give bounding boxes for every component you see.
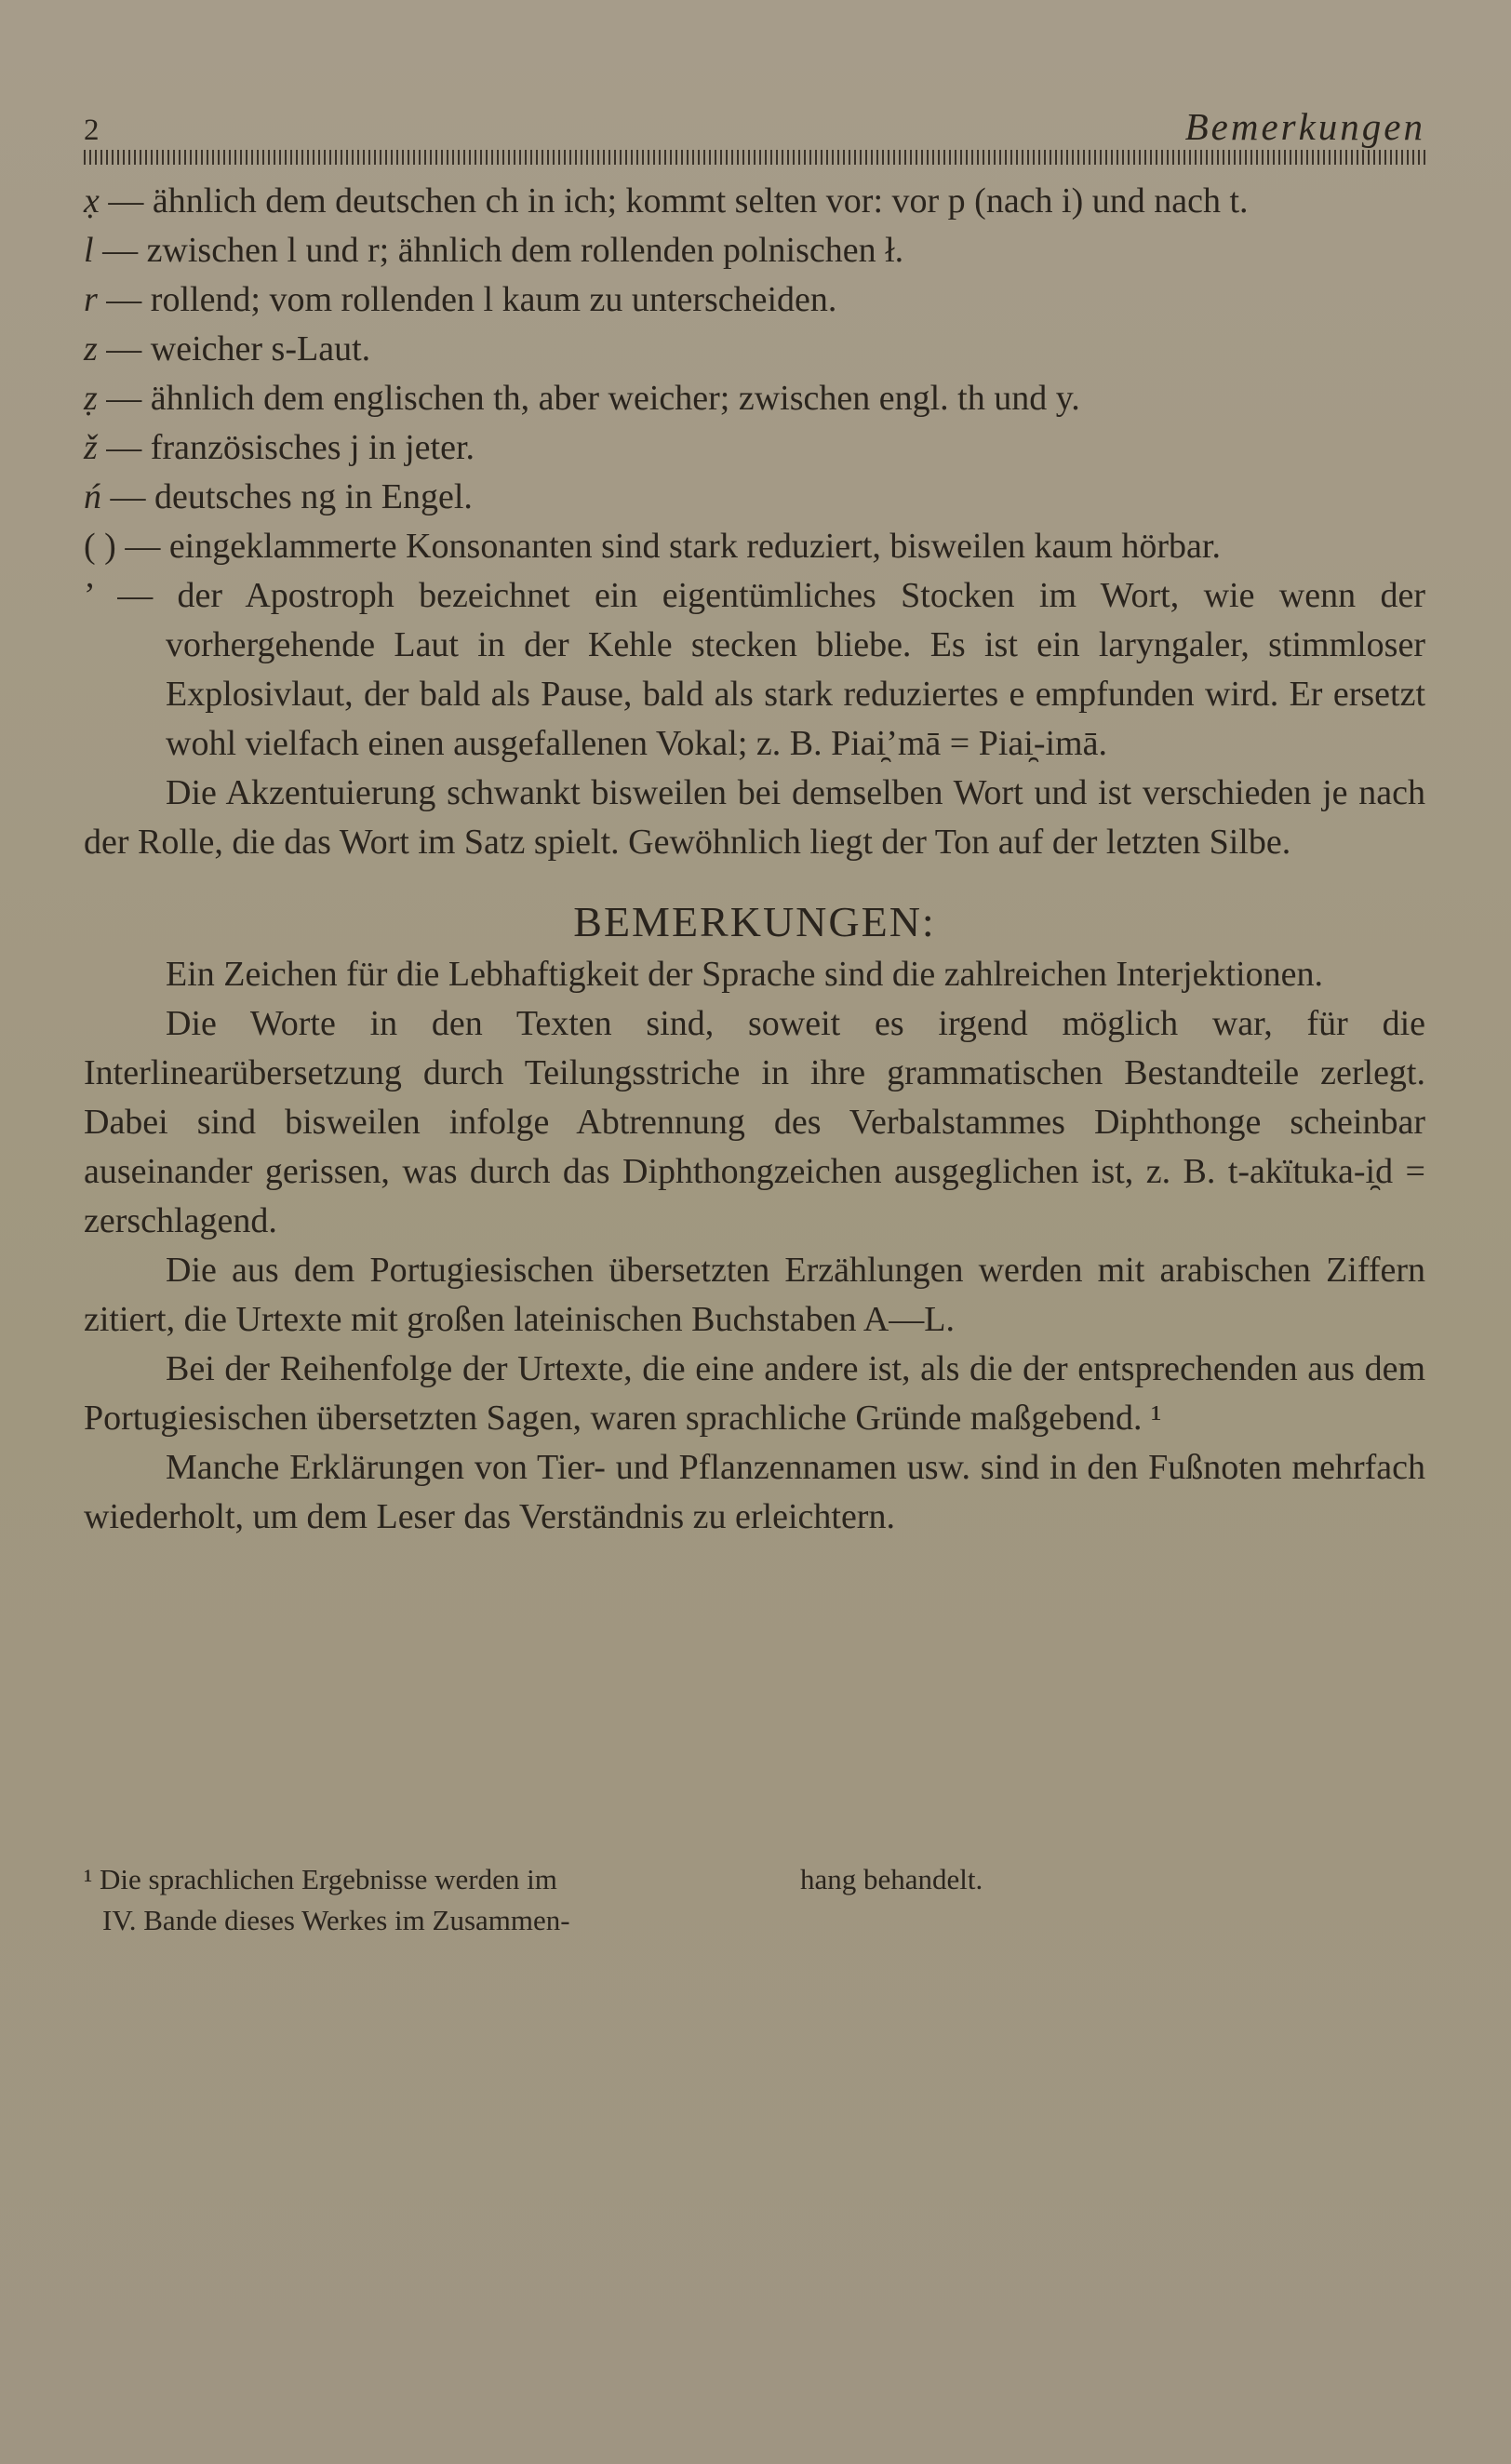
- entry-text: — ähnlich dem englischen th, aber weicher; zwischen engl. th und y.: [106, 379, 1080, 418]
- section-paragraph: Bei der Reihenfolge der Urtexte, die eine andere ist, als die der entsprechenden aus dem Portugiesischen übersetzten Sagen, waren sprachliche Gründe maßgebend. ¹: [84, 1349, 1425, 1438]
- entry-l: [84, 226, 1425, 275]
- entry-text: — weicher s-Laut.: [106, 329, 371, 368]
- entry-apostrophe: [84, 571, 1425, 769]
- entry-symbol: ( ): [84, 527, 116, 566]
- footnote-line: ¹ Die sprachlichen Ergebnisse werden im: [84, 1863, 557, 1895]
- entry-symbol: ’: [84, 576, 93, 615]
- entry-x: [84, 177, 1425, 226]
- entry-text: — rollend; vom rollenden l kaum zu unterscheiden.: [106, 280, 837, 319]
- section-paragraph: Manche Erklärungen von Tier- und Pflanzennamen usw. sind in den Fußnoten mehrfach wiederholt, um dem Leser das Verständnis zu erleichtern.: [84, 1448, 1425, 1536]
- page-content: [84, 177, 1425, 1542]
- entry-symbol: ž: [84, 428, 98, 467]
- section-paragraph: Die aus dem Portugiesischen übersetzten Erzählungen werden mit arabischen Ziffern zitiert, die Urtexte mit großen lateinischen Buchstaben A—L.: [84, 1251, 1425, 1339]
- header-rule: [84, 150, 1425, 165]
- entry-r: [84, 275, 1425, 325]
- page-number: 2: [84, 114, 100, 147]
- entry-text: — eingeklammerte Konsonanten sind stark reduziert, bisweilen kaum hörbar.: [125, 527, 1221, 566]
- entry-symbol: z: [84, 329, 98, 368]
- entry-n-acute: [84, 473, 1425, 522]
- footnote-line: hang behandelt.: [800, 1863, 983, 1895]
- entry-text: — der Apostroph bezeichnet ein eigentümliches Stocken im Wort, wie wenn der vorhergehende Laut in der Kehle stecken bliebe. Es ist ein laryngaler, stimmloser Explosivlaut, der bald als Pause, bald als stark reduziertes e empfunden wird. Er ersetzt wohl vielfach einen ausgefallenen Vokal; z. B. Piai̯’mā = Piai̯-imā.: [117, 576, 1425, 763]
- entry-z: [84, 325, 1425, 374]
- section-title: BEMERKUNGEN:: [573, 898, 936, 945]
- running-head: Bemerkungen: [1184, 105, 1425, 148]
- page-header: [84, 104, 1425, 151]
- entry-z-caron: [84, 423, 1425, 473]
- footnote-line: IV. Bande dieses Werkes im Zusammen-: [102, 1904, 570, 1936]
- section-paragraph: Ein Zeichen für die Lebhaftigkeit der Sprache sind die zahlreichen Interjektionen.: [166, 955, 1323, 994]
- section-paragraph: Die Worte in den Texten sind, soweit es irgend möglich war, für die Interlinearübersetzung durch Teilungsstriche in ihre grammatischen Bestandteile zerlegt. Dabei sind bisweilen infolge Abtrennung des Verbalstammes Diphthonge scheinbar auseinander gerissen, was durch das Diphthongzeichen ausgeglichen ist, z. B. t-akïtuka-i̯d = zerschlagend.: [84, 1004, 1425, 1240]
- entry-text: — deutsches ng in Engel.: [110, 477, 473, 516]
- entry-symbol: x̣: [84, 181, 100, 221]
- entry-symbol: r: [84, 280, 98, 319]
- entry-z-dot: [84, 374, 1425, 423]
- section-body: [84, 950, 1425, 1542]
- footnote-column-left: [84, 1859, 791, 1941]
- entry-symbol: l: [84, 231, 94, 270]
- entry-parentheses: [84, 522, 1425, 571]
- entry-symbol: ń: [84, 477, 101, 516]
- entry-symbol: ẓ: [84, 379, 98, 418]
- entry-text: — zwischen l und r; ähnlich dem rollenden polnischen ł.: [102, 231, 904, 270]
- entry-text: — ähnlich dem deutschen ch in ich; kommt selten vor: vor p (nach i) und nach t.: [108, 181, 1249, 221]
- entry-text: — französisches j in jeter.: [106, 428, 475, 467]
- accent-paragraph: Die Akzentuierung schwankt bisweilen bei demselben Wort und ist verschieden je nach der Rolle, die das Wort im Satz spielt. Gewöhnlich liegt der Ton auf der letzten Silbe.: [84, 773, 1425, 862]
- footnote-column-right: [800, 1859, 1079, 1900]
